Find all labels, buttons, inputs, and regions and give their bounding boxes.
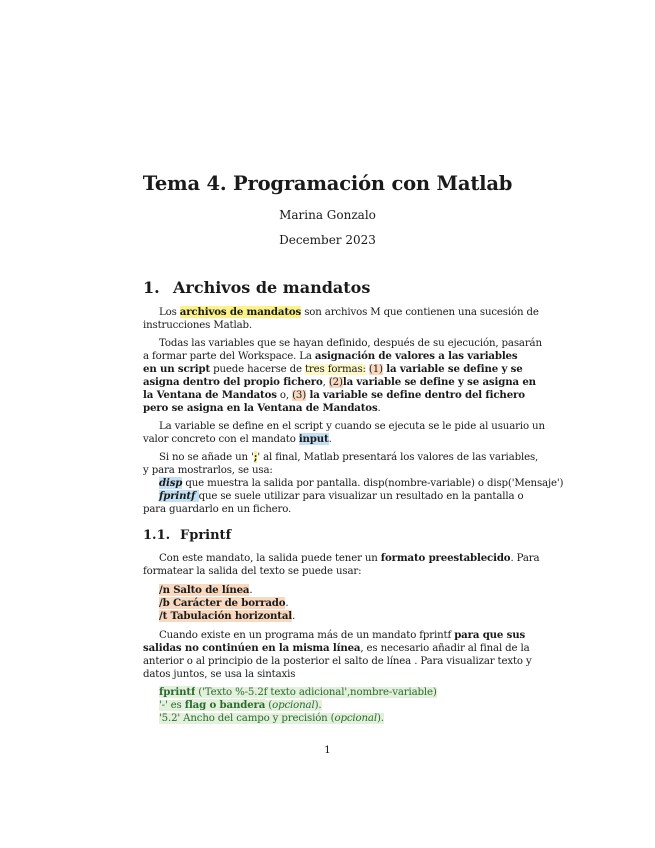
paragraph-line [159, 629, 525, 642]
highlighted-term: fprintf [159, 490, 199, 502]
code-text: '-' es [159, 700, 185, 711]
highlighted-term: /t Tabulación horizontal [159, 610, 293, 622]
paragraph-line: La variable se define en el script y cuando se ejecuta se le pide al usuario un [159, 421, 545, 432]
paragraph-line [159, 451, 538, 464]
highlighted-term: disp [159, 477, 183, 489]
paragraph-line: instrucciones Matlab. [143, 320, 252, 331]
document-title: Tema 4. Programación con Matlab [142, 172, 513, 195]
paragraph-line [143, 350, 517, 363]
bold-term: para que sus [454, 629, 526, 641]
bold-term: flag o bandera [184, 699, 266, 711]
paragraph-line [159, 490, 523, 503]
bold-term: en un script [143, 363, 211, 375]
text-run: Con este mandato, la salida puede tener un [159, 553, 381, 564]
paragraph-line: formatear la salida del texto se puede usar: [143, 566, 362, 577]
text-run: Cuando existe en un programa más de un mandato fprintf [159, 630, 455, 641]
code-text: ). [314, 700, 322, 711]
list-item [159, 597, 289, 610]
text-run: son archivos M que contienen una sucesión de [301, 307, 539, 318]
list-item [159, 610, 295, 623]
bold-term: la variable se define dentro del fichero [306, 389, 525, 401]
paragraph-line [143, 642, 530, 655]
syntax-line [159, 686, 437, 699]
paragraph-line: para guardarlo en un fichero. [143, 504, 292, 515]
paragraph-line [159, 306, 539, 319]
highlighted-term: /b Carácter de borrado [159, 597, 286, 609]
highlighted-number: (2) [328, 377, 343, 388]
text-run: ' al final, Matlab presentará los valores de las variables, [257, 452, 539, 463]
text-run: . [292, 611, 296, 622]
paragraph-line [143, 433, 332, 446]
text-run: o, [276, 390, 293, 401]
bold-term: asignación de valores a las variables [314, 350, 518, 362]
paragraph-line [143, 363, 523, 376]
section-title: Archivos de mandatos [173, 278, 371, 297]
text-run: . [377, 403, 381, 414]
highlighted-term: fprintf [159, 686, 196, 698]
paragraph-line [143, 389, 525, 402]
text-run: Si no se añade un ' [159, 452, 254, 463]
italic-term: opcional [334, 713, 377, 724]
text-run: , [322, 377, 329, 388]
italic-term: opcional [272, 700, 315, 711]
bold-term: la Ventana de Mandatos [143, 389, 277, 401]
subsection-heading [143, 528, 231, 543]
document-author: Marina Gonzalo [279, 208, 376, 222]
paragraph-line [143, 402, 381, 415]
text-run: . [249, 585, 253, 596]
bold-term: asigna dentro del propio fichero [143, 376, 323, 388]
bold-term: la variable se define y se [382, 363, 523, 375]
bold-term: salidas no continúen en la misma línea [143, 642, 361, 654]
highlighted-term: archivos de mandatos [179, 306, 302, 318]
text-run: . [285, 598, 289, 609]
code-text: '5.2' Ancho del campo y precisión ( [159, 713, 335, 724]
text-run: valor concreto con el mandato [143, 434, 299, 445]
highlighted-term: ; [253, 451, 258, 463]
highlighted-term: input [298, 433, 329, 445]
paragraph-line [143, 376, 536, 389]
text-run: . [328, 434, 332, 445]
syntax-line [159, 712, 384, 725]
section-number: 1. [143, 278, 160, 297]
subsection-number: 1.1. [143, 528, 171, 543]
text-run: , es necesario añadir al final de la [360, 643, 530, 654]
highlighted-number: (1) [368, 364, 383, 375]
list-item [159, 584, 252, 597]
paragraph-line [159, 552, 539, 565]
text-run: puede hacerse de [210, 364, 305, 375]
section-heading [143, 278, 370, 297]
paragraph-line: datos juntos, se usa la sintaxis [143, 669, 296, 680]
paragraph-line [159, 477, 563, 490]
document-date: December 2023 [279, 233, 376, 247]
bold-term: pero se asigna en la Ventana de Mandatos [143, 402, 378, 414]
paragraph-line: Todas las variables que se hayan definido, después de su ejecución, pasarán [159, 338, 542, 349]
highlighted-number: (3) [292, 390, 307, 401]
highlighted-term: /n Salto de línea [159, 584, 250, 596]
page-number: 1 [324, 744, 331, 756]
subsection-title: Fprintf [180, 528, 232, 543]
text-run: a formar parte del Workspace. La [143, 351, 315, 362]
bold-term: formato preestablecido [380, 552, 511, 564]
text-run: que muestra la salida por pantalla. disp(nombre-variable) o disp('Mensaje') [182, 478, 564, 489]
code-text: ('Texto %-5.2f texto adicional',nombre-variable) [195, 687, 437, 698]
code-text: ). [376, 713, 384, 724]
code-text: ( [265, 700, 273, 711]
text-run: Los [159, 307, 180, 318]
text-run: que se suele utilizar para visualizar un resultado en la pantalla o [198, 491, 524, 502]
highlighted-term: tres formas: [304, 364, 366, 375]
syntax-line [159, 699, 322, 712]
paragraph-line: anterior o al principio de la posterior el salto de línea . Para visualizar texto y [143, 656, 532, 667]
text-run: . Para [510, 553, 540, 564]
bold-term: la variable se define y se asigna en [342, 376, 536, 388]
paragraph-line: y para mostrarlos, se usa: [143, 465, 273, 476]
